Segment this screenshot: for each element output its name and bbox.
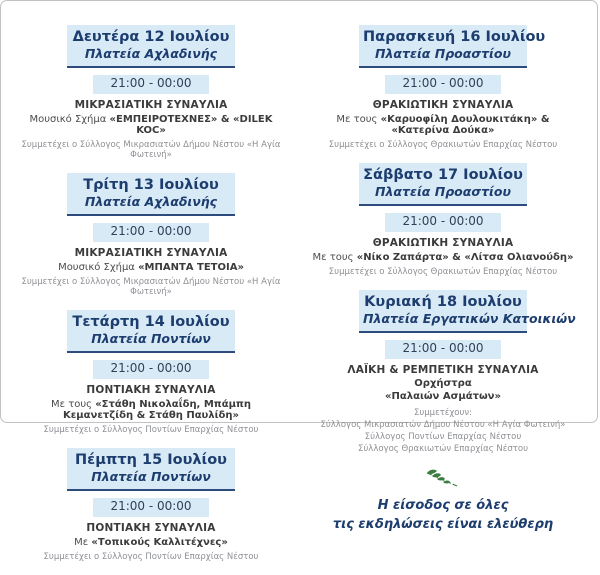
event-block: [17, 310, 285, 435]
event-venue: Πλατεία Εργατικών Κατοικιών: [363, 311, 576, 327]
participant-line: Σύλλογος Θρακιωτών Επαρχίας Νέστου: [358, 443, 528, 454]
event-artists-prefix: Με τους: [336, 113, 378, 125]
event-block: [17, 448, 285, 562]
event-artists-prefix: Μουσικό Σχήμα: [29, 113, 107, 125]
event-day: Κυριακή 18 Ιουλίου: [364, 293, 522, 310]
event-title: ΘΡΑΚΙΩΤΙΚΗ ΣΥΝΑΥΛΙΑ: [372, 98, 514, 111]
event-artists-names: «Καρυοφίλη Δουλουκιτάκη» & «Κατερίνα Δούκα»: [380, 113, 550, 136]
event-time-badge: 21:00 - 00:00: [385, 75, 501, 94]
right-column: [309, 25, 577, 535]
event-venue: Πλατεία Ποντίων: [91, 331, 211, 347]
participant-line: Σύλλογος Ποντίων Επαρχίας Νέστου: [364, 431, 522, 442]
event-artists: [17, 399, 285, 421]
event-block: [17, 25, 285, 160]
event-participation-note: Συμμετέχει ο Σύλλογος Θρακιωτών Επαρχίας Νέστου: [328, 266, 558, 277]
event-date-header: [67, 173, 235, 216]
event-artists-names: «Νίκο Ζαπάρτα» & «Λίτσα Ολιανούδη»: [356, 251, 574, 263]
event-date-header: [359, 163, 527, 206]
event-day: Τετάρτη 14 Ιουλίου: [72, 313, 230, 330]
event-date-header: [359, 25, 546, 68]
event-artists-names: «ΜΠΑΝΤΑ ΤΕΤΟΙΑ»: [138, 261, 244, 273]
participants-label: Συμμετέχουν:: [413, 407, 473, 418]
event-artists-names: «ΕΜΠΕΙΡΟΤΕΧΝΕΣ» & «DILEK KOC»: [109, 113, 273, 136]
event-orchestra-line: Ορχήστρα: [414, 377, 472, 389]
event-participation-note: Συμμετέχει ο Σύλλογος Μικρασιατών Δήμου Νέστου «Η Αγία Φωτεινή»: [21, 139, 281, 160]
event-day: Δευτέρα 12 Ιουλίου: [72, 29, 230, 45]
event-title: ΠΟΝΤΙΑΚΗ ΣΥΝΑΥΛΙΑ: [86, 383, 216, 396]
event-venue: Πλατεία Ποντίων: [91, 469, 211, 485]
event-title: ΜΙΚΡΑΣΙΑΤΙΚΗ ΣΥΝΑΥΛΙΑ: [74, 98, 228, 111]
event-title: ΛΑΪΚΗ & ΡΕΜΠΕΤΙΚΗ ΣΥΝΑΥΛΙΑ: [347, 363, 539, 376]
event-day: Σάββατο 17 Ιουλίου: [363, 166, 523, 183]
event-orchestra-name: «Παλαιών Ασμάτων»: [385, 390, 501, 402]
event-block: [309, 25, 577, 150]
free-entry-text-line1: Η είσοδος σε όλες: [377, 497, 509, 513]
event-title: ΘΡΑΚΙΩΤΙΚΗ ΣΥΝΑΥΛΙΑ: [372, 236, 514, 249]
event-block: [309, 163, 577, 277]
event-artists: [309, 252, 577, 263]
event-artists-names: «Στάθη Νικολαΐδη, Μπάμπη Κεμανετζίδη & Στάθη Παυλίδη»: [62, 398, 251, 421]
event-participation-note: Συμμετέχει ο Σύλλογος Μικρασιατών Δήμου Νέστου «Η Αγία Φωτεινή»: [21, 276, 281, 297]
event-date-header: [67, 448, 235, 491]
event-venue: Πλατεία Προαστίου: [375, 184, 511, 200]
event-time-badge: 21:00 - 00:00: [385, 340, 501, 359]
event-venue: Πλατεία Προαστίου: [375, 46, 511, 62]
event-day: Τρίτη 13 Ιουλίου: [83, 176, 219, 193]
event-time-badge: 21:00 - 00:00: [93, 223, 209, 242]
event-day: Παρασκευή 16 Ιουλίου: [363, 29, 546, 45]
event-artists-prefix: Μουσικό Σχήμα: [58, 261, 135, 273]
olive-branch-icon: [423, 467, 463, 491]
event-participation-note: Συμμετέχει ο Σύλλογος Ποντίων Επαρχίας Νέστου: [43, 551, 259, 562]
free-entry-footer: [309, 467, 577, 535]
left-column: [17, 25, 285, 575]
event-day: Πέμπτη 15 Ιουλίου: [75, 451, 227, 468]
event-time-badge: 21:00 - 00:00: [93, 498, 209, 517]
event-artists: [17, 537, 285, 548]
event-artists-names: «Τοπικούς Καλλιτέχνες»: [91, 536, 228, 548]
event-date-header: [67, 310, 235, 353]
event-artists-prefix: Με τους: [51, 398, 93, 410]
event-artists-prefix: Με τους: [312, 251, 354, 263]
free-entry-text-line2: τις εκδηλώσεις είναι ελεύθερη: [332, 516, 554, 532]
event-title: ΜΙΚΡΑΣΙΑΤΙΚΗ ΣΥΝΑΥΛΙΑ: [74, 246, 228, 259]
event-venue: Πλατεία Αχλαδινής: [84, 194, 218, 210]
event-participants: [309, 408, 577, 454]
event-date-header: [359, 290, 576, 333]
event-title: ΠΟΝΤΙΑΚΗ ΣΥΝΑΥΛΙΑ: [86, 521, 216, 534]
event-venue: Πλατεία Αχλαδινής: [84, 46, 218, 62]
event-time-badge: 21:00 - 00:00: [93, 360, 209, 379]
participant-line: Σύλλογος Μικρασιατών Δήμου Νέστου «Η Αγία Φωτεινή»: [320, 419, 566, 430]
event-time-badge: 21:00 - 00:00: [385, 213, 501, 232]
event-participation-note: Συμμετέχει ο Σύλλογος Ποντίων Επαρχίας Νέστου: [43, 424, 259, 435]
event-block: [309, 290, 577, 454]
event-artists: [309, 114, 577, 136]
event-artists-prefix: Με: [74, 536, 89, 548]
event-artists: [17, 114, 285, 136]
event-time-badge: 21:00 - 00:00: [93, 75, 209, 94]
event-artists: [17, 262, 285, 273]
event-block: [17, 173, 285, 297]
event-date-header: [67, 25, 235, 68]
event-participation-note: Συμμετέχει ο Σύλλογος Θρακιωτών Επαρχίας Νέστου: [328, 139, 558, 150]
